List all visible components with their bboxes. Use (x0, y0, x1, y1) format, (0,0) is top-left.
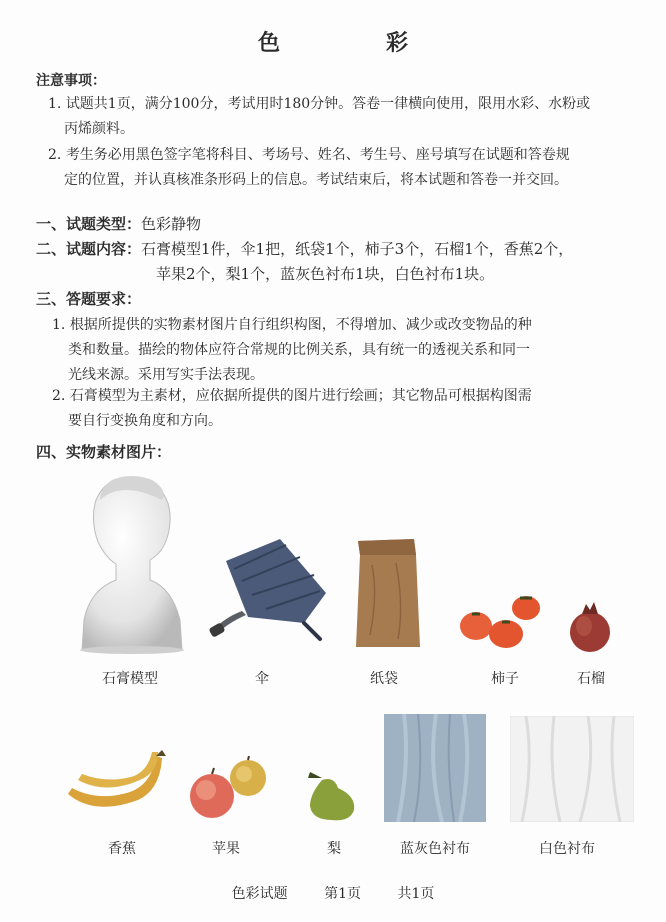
caption-plaster: 石膏模型 (102, 671, 158, 687)
requirement-item-2-line2: 要自行变换角度和方向。 (68, 413, 222, 429)
section-type (36, 212, 201, 237)
section-type-label: 一、试题类型： (36, 215, 142, 233)
white-cloth-image (510, 716, 634, 822)
caption-white-cloth: 白色衬布 (539, 841, 595, 857)
notice-item-1-line1: 试题共1页，满分100分，考试用时180分钟。答卷一律横向使用，限用水彩、水粉或 (65, 96, 591, 112)
section-content (36, 237, 646, 287)
page-title: 色 彩 (257, 31, 450, 56)
caption-umbrella: 伞 (255, 671, 269, 687)
pomegranate-image (566, 600, 614, 654)
notice-heading: 注意事项： (36, 73, 106, 89)
section-type-text: 色彩静物 (141, 215, 202, 233)
persimmons-image (456, 590, 548, 652)
bluegray-cloth-image (384, 714, 486, 822)
notice-item-2-line1: 考生务必用黑色签字笔将科目、考场号、姓名、考生号、座号填写在试题和答卷规 (65, 147, 570, 163)
requirement-item-1-line2: 类和数量。描绘的物体应符合常规的比例关系，具有统一的透视关系和同一 (68, 342, 530, 358)
notice-item-1-num: 1. (48, 96, 62, 112)
caption-bluegray-cloth: 蓝灰色衬布 (400, 841, 470, 857)
section-pictures-heading: 四、实物素材图片： (36, 443, 172, 461)
plaster-bust-image (72, 470, 192, 655)
caption-banana: 香蕉 (108, 841, 136, 857)
requirement-item-2-num: 2. (52, 388, 66, 404)
notice-item-1-line2: 丙烯颜料。 (64, 121, 134, 137)
caption-pear: 梨 (327, 841, 341, 857)
apples-image (186, 756, 272, 820)
pear-image (300, 770, 360, 822)
section-requirements-heading: 三、答题要求： (36, 290, 142, 308)
requirement-item-1 (52, 313, 652, 388)
caption-apple: 苹果 (212, 841, 240, 857)
requirement-item-2 (52, 384, 652, 434)
notice-item-1 (48, 92, 648, 142)
caption-pomegranate: 石榴 (577, 671, 605, 687)
requirement-item-1-line3: 光线来源。采用写实手法表现。 (68, 367, 264, 383)
requirement-item-2-line1: 石膏模型为主素材，应依据所提供的图片进行绘画；其它物品可根据构图需 (69, 388, 532, 404)
notice-item-2-num: 2. (48, 147, 62, 163)
page-footer (0, 883, 666, 903)
footer-total: 共1页 (397, 886, 435, 902)
requirement-item-1-line1: 根据所提供的实物素材图片自行组织构图，不得增加、减少或改变物品的种 (69, 317, 532, 333)
paper-bag-image (352, 535, 424, 651)
notice-item-2-line2: 定的位置，并认真核准条形码上的信息。考试结束后，将本试题和答卷一并交回。 (64, 172, 568, 188)
caption-paperbag: 纸袋 (370, 671, 398, 687)
section-content-label: 二、试题内容： (36, 240, 142, 258)
section-content-line1: 石膏模型1件，伞1把，纸袋1个，柿子3个，石榴1个，香蕉2个， (141, 240, 574, 258)
bananas-image (64, 750, 168, 818)
footer-subject: 色彩试题 (231, 886, 288, 902)
requirement-item-1-num: 1. (52, 317, 66, 333)
footer-page: 第1页 (324, 886, 361, 902)
section-content-line2: 苹果2个，梨1个，蓝灰色衬布1块，白色衬布1块。 (156, 265, 495, 283)
umbrella-image (208, 535, 334, 647)
caption-persimmon: 柿子 (491, 671, 519, 687)
notice-item-2 (48, 143, 648, 193)
